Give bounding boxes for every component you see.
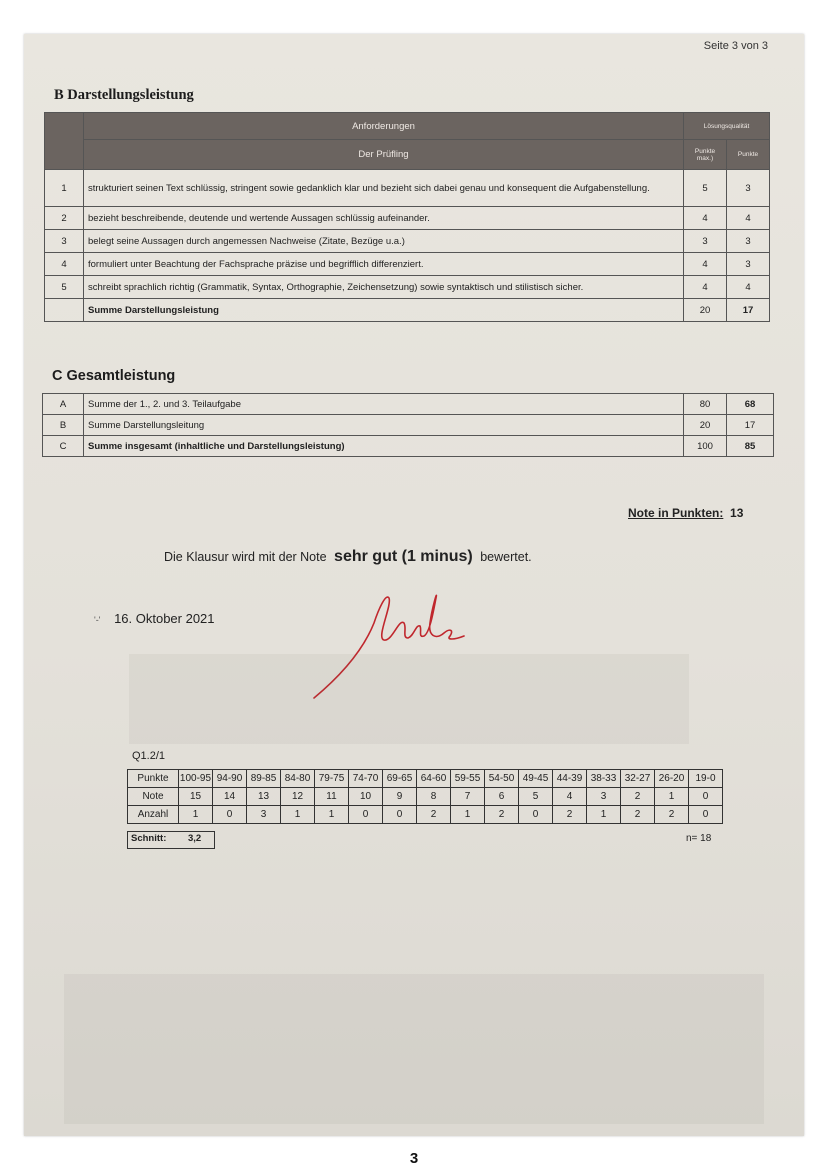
points-range-cell: 84-80: [281, 770, 315, 788]
row-text: belegt seine Aussagen durch angemessen Nachweise (Zitate, Bezüge u.a.): [84, 230, 684, 253]
page-header: Seite 3 von 3: [703, 40, 768, 52]
points-range-cell: 69-65: [383, 770, 417, 788]
points-range-cell: 19-0: [689, 770, 723, 788]
count-cell: 0: [213, 806, 247, 824]
note-cell: 8: [417, 788, 451, 806]
table-row: [43, 436, 774, 457]
quality-header: Lösungsqualität: [684, 113, 770, 140]
average-label: Schnitt:: [131, 833, 167, 844]
points-range-cell: 74-70: [349, 770, 383, 788]
row-max: 5: [684, 170, 727, 207]
row-points: 85: [727, 436, 774, 457]
average-value: 3,2: [188, 833, 202, 844]
count-cell: 0: [519, 806, 553, 824]
note-in-points: [628, 506, 743, 520]
requirements-header: Anforderungen: [84, 113, 684, 140]
points-row-label: Punkte: [128, 770, 179, 788]
points-range-cell: 89-85: [247, 770, 281, 788]
note-cell: 7: [451, 788, 485, 806]
note-cell: 15: [179, 788, 213, 806]
points-range-cell: 94-90: [213, 770, 247, 788]
table-row: [45, 276, 770, 299]
note-label: Note in Punkten:: [628, 506, 724, 520]
row-max: 100: [684, 436, 727, 457]
row-text: bezieht beschreibende, deutende und wertende Aussagen schlüssig aufeinander.: [84, 207, 684, 230]
points-range-cell: 26-20: [655, 770, 689, 788]
row-max: 20: [684, 415, 727, 436]
points-row: [128, 770, 723, 788]
grade-suffix: bewertet.: [480, 550, 532, 564]
count-cell: 3: [247, 806, 281, 824]
count-row: [128, 806, 723, 824]
row-index: 3: [45, 230, 84, 253]
count-cell: 1: [281, 806, 315, 824]
row-index: 2: [45, 207, 84, 230]
sum-points: 17: [727, 299, 770, 322]
row-text: strukturiert seinen Text schlüssig, stringent sowie gedanklich klar und bezieht sich dabei genau und konsequent die Aufgabenstellung.: [84, 170, 684, 207]
date-text: 16. Oktober 2021: [114, 611, 215, 626]
points-range-cell: 54-50: [485, 770, 519, 788]
note-cell: 3: [587, 788, 621, 806]
max-points-header: Punkte max.): [684, 140, 727, 170]
points-range-cell: 44-39: [553, 770, 587, 788]
row-points: 4: [727, 276, 770, 299]
row-index: 4: [45, 253, 84, 276]
points-range-cell: 38-33: [587, 770, 621, 788]
table-row: [43, 415, 774, 436]
note-cell: 11: [315, 788, 349, 806]
row-text: Summe Darstellungsleitung: [84, 415, 684, 436]
note-cell: 0: [689, 788, 723, 806]
page-number: 3: [409, 1150, 419, 1167]
count-cell: 1: [587, 806, 621, 824]
count-cell: 0: [383, 806, 417, 824]
note-cell: 6: [485, 788, 519, 806]
points-range-cell: 32-27: [621, 770, 655, 788]
count-cell: 0: [689, 806, 723, 824]
section-c-title: C Gesamtleistung: [52, 368, 176, 384]
row-max: 4: [684, 207, 727, 230]
note-cell: 14: [213, 788, 247, 806]
points-range-cell: 79-75: [315, 770, 349, 788]
row-max: 3: [684, 230, 727, 253]
sum-label: Summe Darstellungsleistung: [84, 299, 684, 322]
points-range-cell: 59-55: [451, 770, 485, 788]
note-cell: 4: [553, 788, 587, 806]
row-index: [45, 299, 84, 322]
count-cell: 2: [417, 806, 451, 824]
note-cell: 1: [655, 788, 689, 806]
darstellung-table: [44, 112, 770, 322]
points-range-cell: 64-60: [417, 770, 451, 788]
sum-row: [45, 299, 770, 322]
average-box: [127, 831, 215, 849]
table-row: [45, 207, 770, 230]
row-text: Summe der 1., 2. und 3. Teilaufgabe: [84, 394, 684, 415]
count-row-label: Anzahl: [128, 806, 179, 824]
row-points: 3: [727, 170, 770, 207]
row-index: 5: [45, 276, 84, 299]
note-row-label: Note: [128, 788, 179, 806]
count-cell: 2: [485, 806, 519, 824]
ghost-text-bleed: [129, 654, 689, 744]
row-index: A: [43, 394, 84, 415]
count-cell: 1: [451, 806, 485, 824]
note-cell: 2: [621, 788, 655, 806]
count-cell: 2: [655, 806, 689, 824]
table-row: [45, 230, 770, 253]
sum-max: 20: [684, 299, 727, 322]
count-cell: 2: [553, 806, 587, 824]
points-header: Punkte: [727, 140, 770, 170]
row-points: 3: [727, 253, 770, 276]
index-header-cell: [45, 113, 84, 170]
row-text: formuliert unter Beachtung der Fachsprache präzise und begrifflich differenziert.: [84, 253, 684, 276]
ghost-text-bleed: [64, 974, 764, 1124]
row-text: schreibt sprachlich richtig (Grammatik, Syntax, Orthographie, Zeichensetzung) sowie syntaktisch und stilistisch sicher.: [84, 276, 684, 299]
note-cell: 5: [519, 788, 553, 806]
row-index: B: [43, 415, 84, 436]
points-range-cell: 49-45: [519, 770, 553, 788]
row-points: 17: [727, 415, 774, 436]
row-text: Summe insgesamt (inhaltliche und Darstellungsleistung): [84, 436, 684, 457]
course-label: Q1.2/1: [132, 750, 166, 762]
count-cell: 2: [621, 806, 655, 824]
row-max: 4: [684, 253, 727, 276]
note-value: 13: [730, 506, 744, 520]
date-line: [94, 611, 215, 626]
grade-sentence: [164, 548, 532, 566]
row-points: 68: [727, 394, 774, 415]
table-row: [45, 170, 770, 207]
section-b-title: B Darstellungsleistung: [54, 87, 194, 103]
note-cell: 13: [247, 788, 281, 806]
gesamt-table: [42, 393, 774, 457]
row-index: C: [43, 436, 84, 457]
row-points: 4: [727, 207, 770, 230]
count-cell: 1: [179, 806, 213, 824]
row-max: 80: [684, 394, 727, 415]
note-cell: 12: [281, 788, 315, 806]
paper-sheet: [24, 34, 804, 1136]
sample-size: n= 18: [686, 833, 712, 844]
date-mark: '-': [94, 615, 101, 625]
table-row: [43, 394, 774, 415]
count-cell: 1: [315, 806, 349, 824]
table-row: [45, 253, 770, 276]
points-range-cell: 100-95: [179, 770, 213, 788]
note-cell: 10: [349, 788, 383, 806]
grade-prefix: Die Klausur wird mit der Note: [164, 550, 327, 564]
grade-distribution-table: [127, 769, 723, 824]
row-max: 4: [684, 276, 727, 299]
count-cell: 0: [349, 806, 383, 824]
row-index: 1: [45, 170, 84, 207]
grade-value: sehr gut (1 minus): [334, 548, 473, 565]
note-row: [128, 788, 723, 806]
note-cell: 9: [383, 788, 417, 806]
row-points: 3: [727, 230, 770, 253]
subheader-pruefling: Der Prüfling: [84, 140, 684, 170]
